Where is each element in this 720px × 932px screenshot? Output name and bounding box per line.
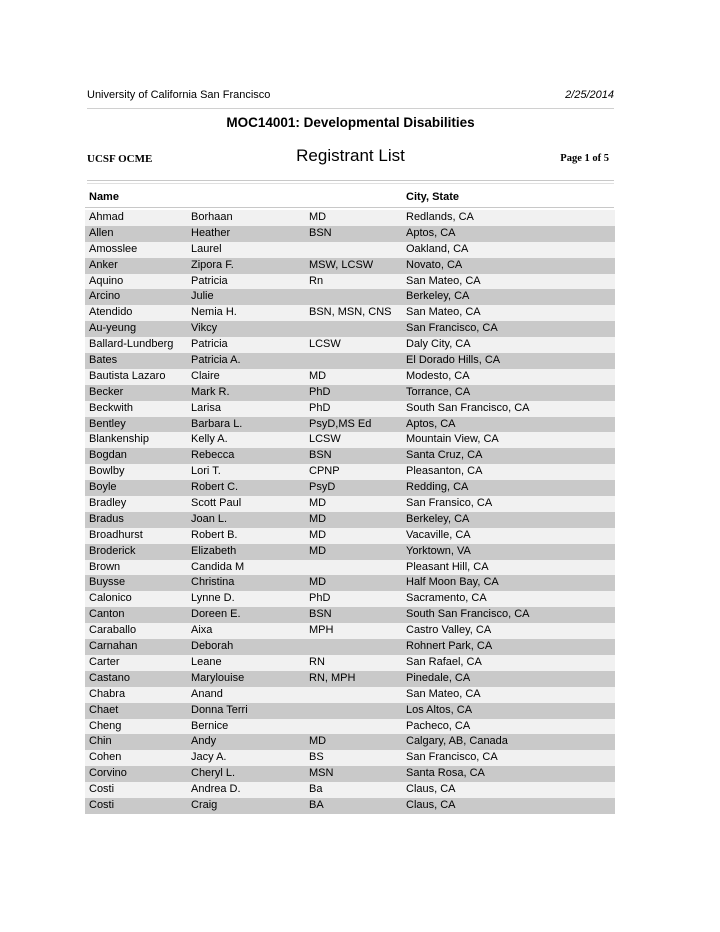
table-row: [85, 417, 615, 433]
cell-city-state: San Francisco, CA: [406, 751, 498, 764]
cell-last-name: Costi: [89, 798, 115, 811]
cell-last-name: Ahmad: [89, 211, 124, 223]
table-row: [85, 703, 615, 719]
cell-last-name: Broderick: [89, 544, 136, 557]
page-number: Page 1 of 5: [560, 153, 609, 164]
cell-city-state: Vacaville, CA: [406, 528, 471, 541]
cell-last-name: Boyle: [89, 481, 117, 494]
cell-last-name: Anker: [89, 258, 118, 271]
cell-credentials: MD: [309, 369, 327, 382]
cell-last-name: Chaet: [89, 703, 119, 716]
cell-last-name: Broadhurst: [89, 528, 143, 541]
cell-city-state: Berkeley, CA: [406, 512, 470, 525]
cell-first-name: Robert B.: [191, 528, 238, 541]
cell-first-name: Andy: [191, 735, 217, 748]
cell-last-name: Amosslee: [89, 242, 138, 255]
cell-last-name: Castano: [89, 671, 130, 684]
table-row: [85, 798, 615, 814]
table-row: [85, 353, 615, 369]
cell-credentials: RN, MPH: [309, 671, 356, 684]
table-row: [85, 719, 615, 735]
table-row: [85, 623, 615, 639]
cell-city-state: Castro Valley, CA: [406, 624, 492, 637]
cell-last-name: Bentley: [89, 417, 126, 430]
table-row: [85, 639, 615, 655]
table-row: [85, 305, 615, 321]
cell-last-name: Beckwith: [89, 401, 134, 414]
cell-city-state: San Mateo, CA: [406, 687, 481, 700]
table-row: [85, 687, 615, 703]
cell-first-name: Deborah: [191, 640, 234, 653]
cell-first-name: Patricia A.: [191, 354, 241, 367]
cell-last-name: Bates: [89, 354, 118, 367]
report-date: 2/25/2014: [565, 89, 614, 101]
table-row: [85, 560, 615, 576]
cell-city-state: Pacheco, CA: [406, 719, 471, 732]
cell-city-state: El Dorado Hills, CA: [406, 354, 501, 367]
cell-last-name: Ballard-Lundberg: [89, 338, 174, 351]
cell-city-state: Santa Cruz, CA: [406, 449, 483, 462]
cell-city-state: Modesto, CA: [406, 369, 470, 382]
cell-last-name: Bradley: [89, 497, 127, 510]
cell-last-name: Cohen: [89, 751, 122, 764]
cell-last-name: Carnahan: [89, 640, 138, 653]
cell-city-state: Pleasanton, CA: [406, 465, 483, 478]
cell-first-name: Mark R.: [191, 385, 230, 398]
cell-first-name: Julie: [191, 290, 214, 303]
course-title: MOC14001: Developmental Disabilities: [226, 115, 475, 130]
cell-city-state: Half Moon Bay, CA: [406, 576, 499, 589]
table-row: [85, 528, 615, 544]
cell-last-name: Calonico: [89, 592, 132, 605]
cell-credentials: MD: [309, 211, 327, 223]
table-row: [85, 432, 615, 448]
cell-city-state: Sacramento, CA: [406, 592, 487, 605]
cell-first-name: Patricia: [191, 274, 228, 287]
column-header-row: [85, 190, 614, 206]
table-row: [85, 750, 615, 766]
cell-last-name: Brown: [89, 560, 121, 573]
cell-credentials: Rn: [309, 274, 324, 287]
cell-credentials: BS: [309, 751, 324, 764]
table-row: [85, 289, 615, 305]
cell-credentials: PsyD: [309, 481, 336, 494]
registrant-table: [85, 210, 615, 814]
cell-credentials: MD: [309, 544, 327, 557]
cell-last-name: Bradus: [89, 512, 124, 525]
cell-city-state: San Fransico, CA: [406, 497, 493, 510]
table-row: [85, 575, 615, 591]
table-row: [85, 242, 615, 258]
cell-last-name: Arcino: [89, 290, 121, 303]
cell-last-name: Atendido: [89, 306, 133, 319]
cell-first-name: Scott Paul: [191, 497, 242, 510]
cell-credentials: RN: [309, 655, 325, 668]
cell-credentials: LCSW: [309, 338, 341, 351]
cell-last-name: Bogdan: [89, 449, 127, 462]
table-row: [85, 401, 615, 417]
cell-last-name: Bautista Lazaro: [89, 369, 166, 382]
cell-city-state: South San Francisco, CA: [406, 401, 530, 414]
cell-city-state: Aptos, CA: [406, 226, 456, 239]
cell-city-state: Calgary, AB, Canada: [406, 735, 508, 748]
cell-last-name: Au-yeung: [89, 322, 137, 335]
cell-city-state: Santa Rosa, CA: [406, 767, 485, 780]
cell-credentials: MD: [309, 735, 327, 748]
cell-credentials: MSN: [309, 767, 334, 780]
cell-credentials: MD: [309, 512, 327, 525]
cell-city-state: Daly City, CA: [406, 338, 471, 351]
cell-first-name: Elizabeth: [191, 544, 237, 557]
table-row: [85, 464, 615, 480]
cell-city-state: Pinedale, CA: [406, 671, 471, 684]
title-divider: [87, 180, 614, 181]
cell-last-name: Bowlby: [89, 465, 125, 478]
cell-city-state: San Mateo, CA: [406, 274, 481, 287]
cell-first-name: Lori T.: [191, 465, 221, 478]
cell-city-state: Aptos, CA: [406, 417, 456, 430]
document-title: Registrant List: [296, 146, 405, 165]
cell-city-state: Redding, CA: [406, 481, 469, 494]
cell-first-name: Marylouise: [191, 671, 245, 684]
cell-credentials: BSN: [309, 608, 332, 621]
table-row: [85, 369, 615, 385]
cell-last-name: Canton: [89, 608, 125, 621]
cell-last-name: Carter: [89, 655, 120, 668]
org-label: UCSF OCME: [87, 153, 153, 165]
cell-first-name: Claire: [191, 369, 220, 382]
cell-city-state: Novato, CA: [406, 258, 463, 271]
cell-first-name: Jacy A.: [191, 751, 227, 764]
cell-city-state: Claus, CA: [406, 783, 456, 796]
table-row: [85, 210, 615, 226]
cell-first-name: Vikcy: [191, 322, 218, 335]
cell-first-name: Doreen E.: [191, 608, 241, 621]
cell-first-name: Lynne D.: [191, 592, 235, 605]
cell-credentials: LCSW: [309, 433, 341, 446]
cell-city-state: Pleasant Hill, CA: [406, 560, 489, 573]
cell-last-name: Chin: [89, 735, 112, 748]
title-divider-secondary: [87, 183, 614, 184]
cell-first-name: Rebecca: [191, 449, 235, 462]
cell-first-name: Anand: [191, 687, 223, 700]
cell-first-name: Donna Terri: [191, 703, 248, 716]
table-row: [85, 480, 615, 496]
column-header-divider: [85, 207, 614, 208]
cell-first-name: Larisa: [191, 401, 221, 414]
cell-credentials: MPH: [309, 624, 334, 637]
cell-city-state: Rohnert Park, CA: [406, 640, 493, 653]
cell-city-state: Mountain View, CA: [406, 433, 499, 446]
cell-last-name: Cheng: [89, 719, 122, 732]
cell-city-state: Redlands, CA: [406, 211, 474, 223]
table-row: [85, 385, 615, 401]
cell-credentials: BA: [309, 798, 324, 811]
cell-first-name: Craig: [191, 798, 218, 811]
cell-credentials: MD: [309, 497, 327, 510]
cell-credentials: CPNP: [309, 465, 340, 478]
cell-first-name: Candida M: [191, 560, 245, 573]
cell-last-name: Buysse: [89, 576, 126, 589]
table-row: [85, 591, 615, 607]
cell-first-name: Aixa: [191, 624, 213, 637]
cell-city-state: South San Francisco, CA: [406, 608, 530, 621]
cell-city-state: San Francisco, CA: [406, 322, 498, 335]
table-row: [85, 671, 615, 687]
cell-credentials: Ba: [309, 783, 323, 796]
cell-last-name: Blankenship: [89, 433, 149, 446]
table-row: [85, 321, 615, 337]
cell-first-name: Nemia H.: [191, 306, 237, 319]
table-row: [85, 258, 615, 274]
cell-city-state: San Mateo, CA: [406, 306, 481, 319]
cell-first-name: Patricia: [191, 338, 228, 351]
table-row: [85, 496, 615, 512]
cell-city-state: Yorktown, VA: [406, 544, 471, 557]
cell-city-state: Oakland, CA: [406, 242, 469, 255]
header-divider: [87, 108, 614, 109]
cell-first-name: Bernice: [191, 719, 229, 732]
cell-first-name: Kelly A.: [191, 433, 228, 446]
cell-last-name: Caraballo: [89, 624, 137, 637]
table-row: [85, 274, 615, 290]
cell-credentials: MD: [309, 576, 327, 589]
cell-credentials: BSN: [309, 226, 332, 239]
cell-first-name: Heather: [191, 226, 231, 239]
cell-last-name: Corvino: [89, 767, 127, 780]
table-row: [85, 226, 615, 242]
cell-credentials: MSW, LCSW: [309, 258, 374, 271]
table-row: [85, 734, 615, 750]
cell-credentials: MD: [309, 528, 327, 541]
cell-credentials: PhD: [309, 385, 331, 398]
cell-first-name: Borhaan: [191, 211, 233, 223]
cell-first-name: Christina: [191, 576, 235, 589]
cell-first-name: Robert C.: [191, 481, 239, 494]
cell-credentials: BSN: [309, 449, 332, 462]
column-header-city-state: City, State: [406, 191, 459, 203]
cell-first-name: Andrea D.: [191, 783, 241, 796]
page-header: [87, 89, 614, 105]
table-row: [85, 512, 615, 528]
cell-last-name: Chabra: [89, 687, 126, 700]
table-row: [85, 448, 615, 464]
cell-city-state: Claus, CA: [406, 798, 456, 811]
cell-credentials: PsyD,MS Ed: [309, 417, 372, 430]
cell-last-name: Becker: [89, 385, 124, 398]
cell-last-name: Allen: [89, 226, 114, 239]
cell-first-name: Joan L.: [191, 512, 228, 525]
table-row: [85, 607, 615, 623]
cell-city-state: Torrance, CA: [406, 385, 471, 398]
cell-city-state: Los Altos, CA: [406, 703, 473, 716]
cell-city-state: San Rafael, CA: [406, 655, 482, 668]
table-row: [85, 766, 615, 782]
institution-name: University of California San Francisco: [87, 89, 271, 101]
table-row: [85, 655, 615, 671]
cell-last-name: Aquino: [89, 274, 124, 287]
table-row: [85, 544, 615, 560]
cell-first-name: Leane: [191, 655, 222, 668]
cell-first-name: Laurel: [191, 242, 222, 255]
cell-credentials: PhD: [309, 592, 331, 605]
cell-credentials: PhD: [309, 401, 331, 414]
cell-city-state: Berkeley, CA: [406, 290, 470, 303]
cell-first-name: Cheryl L.: [191, 767, 236, 780]
cell-credentials: BSN, MSN, CNS: [309, 306, 392, 319]
table-row: [85, 337, 615, 353]
cell-last-name: Costi: [89, 783, 115, 796]
column-header-name: Name: [89, 191, 119, 203]
cell-first-name: Zipora F.: [191, 258, 234, 271]
table-row: [85, 782, 615, 798]
cell-first-name: Barbara L.: [191, 417, 243, 430]
